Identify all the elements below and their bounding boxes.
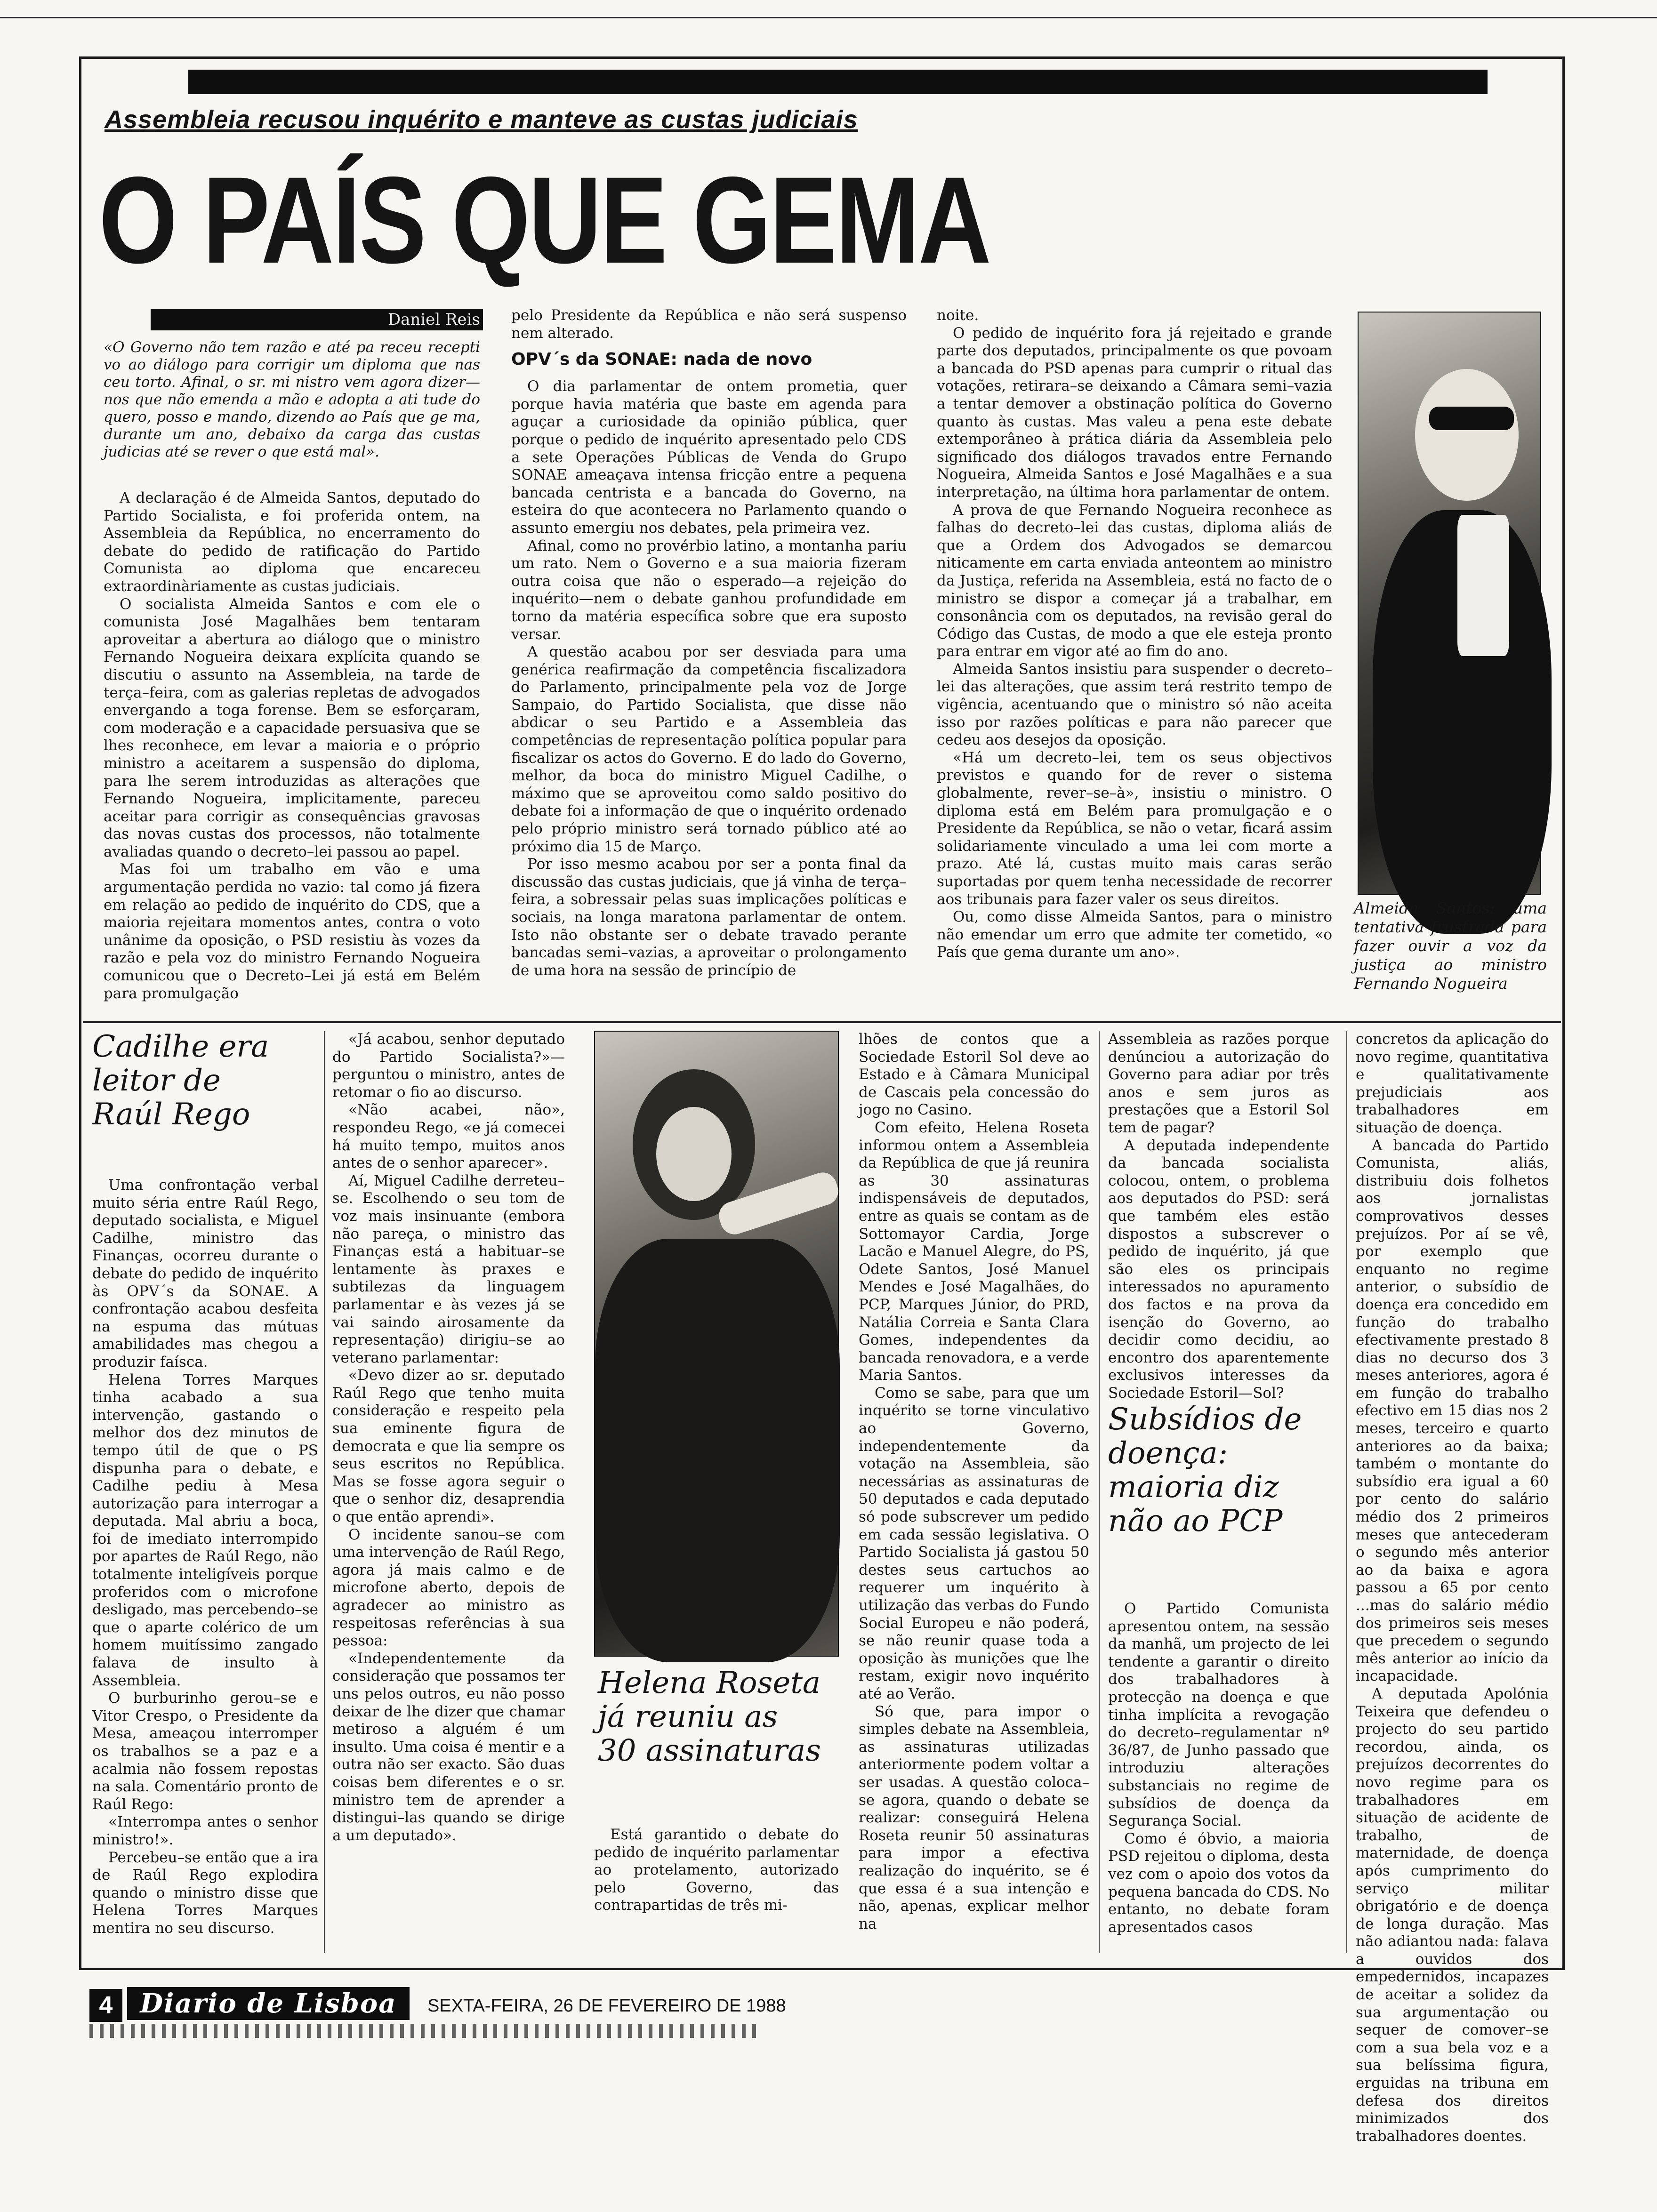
page-number: 4 <box>89 1989 122 2022</box>
paragraph: «Não acabei, não», respondeu Rego, «e já comecei há muito tempo, muitos anos antes de o senhor aparecer». <box>332 1101 565 1172</box>
paragraph: A questão acabou por ser desviada para uma genérica reafirmação da competência fiscalizadora do Parlamento, principalmente pela voz de Jorge Sampaio, do Partido Socialista, que disse não abdicar o seu Partido e a Assembleia das competências de representação política popular para fiscalizar os actos do Governo. E do lado do Governo, melhor, da boca do ministro Miguel Cadilhe, o máximo que se aproveitou como saldo positivo do debate foi a informação de que o inquérito ordenado pelo próprio ministro será tornado público até ao próximo dia 15 de Março. <box>511 643 907 855</box>
paragraph: Mas foi um trabalho em vão e uma argumentação perdida no vazio: tal como já fizera em relação ao pedido de inquérito do CDS, que a maioria rejeitara momentos antes, contra o voto unânime da oposição, o PSD resistiu às vozes da razão e pela voz do ministro Fernando Nogueira comunicou que o Decreto–Lei já está em Belém para promulgação <box>104 861 480 1002</box>
footer-dot-pattern <box>89 2024 758 2038</box>
roseta-column-2 <box>859 1031 1089 1953</box>
subsidios-column-1 <box>1108 1600 1329 1953</box>
paragraph: Por isso mesmo acabou por ser a ponta final da discussão das custas judiciais, que já vinha de terça–feira, a sobressair pelas suas implicações políticas e sociais, na longa maratona parlamentar de ontem. Isto não obstante ser o debate travado perante bancadas semi–vazias, a aproveitar o prolongamento de uma hora na sessão de princípio de <box>511 856 907 979</box>
photo-face <box>1415 369 1519 501</box>
photo-face <box>656 1107 732 1201</box>
paragraph: Helena Torres Marques tinha acabado a sua intervenção, gastando o melhor dos dez minutos de tempo útil de que o PS dispunha para o debate, e Cadilhe pediu à Mesa autorização para interrogar a deputada. Mal abriu a boca, foi de imediato interrompido por apartes de Raúl Rego, não totalmente inteligíveis porque proferidos com o microfone desligado, mas percebendo–se que o aparte colérico de um homem muitíssimo zangado falava de insulto à Assembleia. <box>92 1371 318 1689</box>
photo-shirt <box>1457 515 1509 656</box>
paragraph: Com efeito, Helena Roseta informou ontem a Assembleia da República de que já reunira as 30 assinaturas indispensáveis de deputados, entre as quais se contam as de Sottomayor Cardia, Jorge Lacão e Manuel Alegre, do PS, Odete Santos, José Manuel Mendes e José Magalhães, do PCP, Marques Júnior, do PRD, Natália Correia e Santa Clara Gomes, independentes da bancada renovadora, e a verde Maria Santos. <box>859 1119 1089 1384</box>
roseta-column-3 <box>1108 1031 1329 1402</box>
paragraph: Percebeu–se então que a ira de Raúl Rego explodira quando o ministro disse que Helena Torres Marques mentira no seu discurso. <box>92 1849 318 1937</box>
column-rule <box>1346 1031 1347 1953</box>
subsidios-title: Subsídios de doença: maioria diz não ao PCP <box>1108 1402 1302 1539</box>
photo-caption: Almeida Santos: uma tentativa frustrada para fazer ouvir a voz da justiça ao ministro Fernando Nogueira <box>1354 899 1547 993</box>
cadilhe-title: Cadilhe era leitor de Raúl Rego <box>92 1029 269 1132</box>
byline: Daniel Reis <box>387 310 480 329</box>
paragraph: Ou, como disse Almeida Santos, para o ministro não emendar um erro que admite ter cometido, «o País que gema durante um ano». <box>937 908 1332 961</box>
paragraph: «Já acabou, senhor deputado do Partido Socialista?»—perguntou o ministro, antes de retomar o fio ao discurso. <box>332 1031 565 1101</box>
section-rule <box>83 1021 1561 1023</box>
roseta-column-1 <box>594 1826 839 1953</box>
paragraph: A deputada Apolónia Teixeira que defendeu o projecto do seu partido recordou, ainda, os prejuízos decorrentes do novo regime para os trabalhadores em situação de acidente de trabalho, de maternidade, de doença após cumprimento do serviço militar obrigatório e de doença de longa duração. Mas não adiantou nada: falava a ouvidos dos empedernidos, incapazes de aceitar a solidez da sua argumentação ou sequer de comover–se com a sua bela voz e a sua belíssima figura, erguidas na tribuna em defesa dos direitos minimizados dos trabalhadores doentes. <box>1356 1685 1549 2145</box>
main-column-3 <box>937 307 1332 994</box>
paragraph: noite. <box>937 307 979 324</box>
issue-date: SEXTA-FEIRA, 26 DE FEVEREIRO DE 1988 <box>427 1996 786 2016</box>
paragraph: pelo Presidente da República e não será suspenso nem alterado. <box>511 307 907 342</box>
paragraph: O incidente sanou–se com uma intervenção de Raúl Rego, agora já mais calmo e de microfone aberto, depois de agradecer ao ministro as respeitosas referências à sua pessoa: <box>332 1526 565 1650</box>
masthead-logo: Diario de Lisboa <box>127 1987 410 2020</box>
paragraph: «Interrompa antes o senhor ministro!». <box>92 1813 318 1848</box>
paragraph: Está garantido o debate do pedido de inquérito parlamentar ao protelamento, autorizado pelo Governo, das contrapartidas de três mi- <box>594 1826 839 1914</box>
paragraph: Almeida Santos insistiu para suspender o decreto–lei das alterações, que assim terá restrito tempo de vigência, acentuando que o ministro só não aceita isso por razões políticas e para não parecer que cedeu aos desejos da oposição. <box>937 660 1332 749</box>
paragraph: A prova de que Fernando Nogueira reconhece as falhas do decreto–lei das custas, diploma aliás de que a Ordem dos Advogados se demarcou niticamente em carta enviada anteontem ao ministro da Justiça, referida na Assembleia, está no facto de o ministro se dispor a começar já a trabalhar, em consonância com os deputados, na revisão geral do Código das Custas, de modo a que ele esteja pronto para entrar em vigor até ao fim do ano. <box>937 501 1332 660</box>
paragraph: Uma confrontação verbal muito séria entre Raúl Rego, deputado socialista, e Miguel Cadilhe, ministro das Finanças, ocorreu durante o debate do pedido de inquérito às OPV´s da SONAE. A confrontação acabou desfeita na espuma das mútuas amabilidades mas chegou a produzir faísca. <box>92 1177 318 1370</box>
subhead-opv-sonae: OPV´s da SONAE: nada de novo <box>511 350 812 369</box>
paragraph: O dia parlamentar de ontem prometia, quer porque havia matéria que baste em agenda para aguçar a curiosidade da opinião pública, quer porque o pedido de inquérito apresentado pelo CDS a sete Operações Públicas de Venda do Grupo SONAE ameaçava intensa fricção entre a pequena bancada centrista e a bancada do Governo, na esteira do que acontecera no Parlamento quando o assunto emergiu nos debates, pela primeira vez. <box>511 378 907 537</box>
column-rule <box>324 1031 325 1953</box>
roseta-title: Helena Roseta já reuniu as 30 assinaturas <box>598 1666 821 1768</box>
photo-glasses <box>1429 407 1514 430</box>
paragraph: «Devo dizer ao sr. deputado Raúl Rego que tenho muita consideração e respeito pela sua eminente figura de democrata e que lia sempre os seus escritos no República. Mas se fosse agora seguir o que o senhor diz, desaprendia o que então aprendi». <box>332 1367 565 1526</box>
paragraph: Afinal, como no provérbio latino, a montanha pariu um rato. Nem o Governo e a sua maioria fizeram outra coisa que não o esperado—a rejeição do inquérito—nem o debate ganhou profundidade em torno da matéria específica sobre que era suposto versar. <box>511 537 907 643</box>
paragraph: Como é óbvio, a maioria PSD rejeitou o diploma, desta vez com o apoio dos votos da pequena bancada do CDS. No entanto, no debate foram apresentados casos <box>1108 1830 1329 1936</box>
paragraph: A deputada independente da bancada socialista colocou, ontem, o problema aos deputados do PSD: será que também eles estão dispostos a subscrever o pedido de inquérito, já que são eles os principais interessados no apuramento dos factos e na prova da isenção do Governo, ao decidir como decidiu, ao encontro dos aparentemente exclusivos interesses da Sociedade Estoril—Sol? <box>1108 1137 1329 1402</box>
main-column-2 <box>511 307 907 979</box>
paragraph: O burburinho gerou–se e Vitor Crespo, o Presidente da Mesa, ameaçou interromper os trabalhos se a paz e a acalmia não fossem repostas na sala. Comentário pronto de Raúl Rego: <box>92 1690 318 1813</box>
paragraph: O pedido de inquérito fora já rejeitado e grande parte dos deputados, principalmente os que povoam a bancada do PSD apenas para cumprir o ritual das votações, retirara–se deixando a Câmara semi–vazia a tentar demover a obstinação política do Governo quanto às custas. Mas valeu a pena este debate extemporâneo à prática diária da Assembleia pelo significado dos diálogos travados entre Fernando Nogueira, Almeida Santos e José Magalhães e a sua interpretação, na última hora parlamentar de ontem. <box>937 324 1332 501</box>
intro-quote: «O Governo não tem razão e até pa receu recepti vo ao diálogo para corrigir um diploma que nas ceu torto. Afinal, o sr. mi nistro vem agora dizer—nos que não emenda a mão e adopta a ati tude do quero, posso e mando, dizendo ao País que ge ma, durante um ano, debaixo da carga das custas judicias até se rever o que está mal». <box>104 339 480 460</box>
paragraph: A declaração é de Almeida Santos, deputado do Partido Socialista, e foi proferida ontem, na Assembleia da República, no encerramento do debate do pedido de ratificação do Partido Comunista ao diploma que encareceu extraordinàriamente as custas judiciais. <box>104 489 480 595</box>
top-scan-line <box>0 17 1657 18</box>
column-rule <box>1099 1031 1100 1953</box>
photo-almeida-santos <box>1358 312 1541 895</box>
cadilhe-column-2 <box>332 1031 565 1953</box>
paragraph: «Independentemente da consideração que possamos ter uns pelos outros, eu não posso deixar de lhe dizer que chamar metiroso a alguém é um insulto. Uma coisa é mentir e a outra não ser exacto. São duas coisas bem diferentes e o sr. ministro tem de aprender a distingui–las quando se dirige a um deputado». <box>332 1650 565 1844</box>
paragraph: O Partido Comunista apresentou ontem, na sessão da manhã, um projecto de lei tendente a garantir o direito dos trabalhadores à protecção na doença e que tinha implícita a revogação do decreto–regulamentar nº 36/87, de Junho passado que introduziu alterações substanciais no regime de subsídios de doença da Segurança Social. <box>1108 1600 1329 1830</box>
paragraph: lhões de contos que a Sociedade Estoril Sol deve ao Estado e à Câmara Municipal de Cascais pela concessão do jogo no Casino. <box>859 1031 1089 1119</box>
cadilhe-column-1 <box>92 1177 318 1948</box>
headline: O PAÍS QUE GEMA <box>99 151 990 289</box>
photo-body <box>595 1239 840 1662</box>
main-column-1 <box>104 489 480 1002</box>
paragraph: A bancada do Partido Comunista, aliás, distribuiu dois folhetos aos jornalistas comprovativos desses prejuízos. Por aí se vê, por exemplo que enquanto no regime anterior, o subsídio de doença era concedido em função do trabalho efectivamente prestado 8 dias no decurso dos 3 meses anteriores, agora é em função do trabalho efectivo em 15 dias nos 2 meses, terceiro e quarto anteriores ao da baixa; também o montante do subsídio era igual a 60 por cento do salário médio dos 2 primeiros meses que antecederam o segundo mês anterior ao da baixa e agora passou a 65 por cento ...mas do salário médio dos primeiros seis meses que precedem o segundo mês anterior ao início da incapacidade. <box>1356 1137 1549 1685</box>
photo-helena-roseta <box>594 1031 839 1657</box>
paragraph: «Há um decreto–lei, tem os seus objectivos previstos e quando for de rever o sistema globalmente, rever–se–à», insistiu o ministro. O diploma está em Belém para promulgação e o Presidente da República, se não o vetar, ficará assim solidariamente vinculado a uma lei com morte a prazo. Até lá, custas muito mais caras serão suportadas por quem tenha necessidade de recorrer aos tribunais para fazer valer os seus direitos. <box>937 749 1332 908</box>
paragraph: Só que, para impor o simples debate na Assembleia, as assinaturas utilizadas anteriormente podem voltar a ser usadas. A questão coloca–se agora, quando o debate se realizar: conseguirá Helena Roseta reunir 50 assinaturas para impor a efectiva realização do inquérito, se é que essa é a sua intenção e não, apenas, explicar melhor na <box>859 1703 1089 1932</box>
paragraph: Como se sabe, para que um inquérito se torne vinculativo ao Governo, independentemente da votação na Assembleia, são necessárias as assinaturas de 50 deputados e cada deputado só pode subscrever um pedido em cada sessão legislativa. O Partido Socialista já gastou 50 destes seus cartuchos ao requerer um inquérito à utilização das verbas do Fundo Social Europeu e não poderá, se não reunir quase toda a oposição às munições que lhe restam, exigir novo inquérito até ao Verão. <box>859 1384 1089 1702</box>
paragraph: O socialista Almeida Santos e com ele o comunista José Magalhães bem tentaram aproveitar a abertura ao diálogo que o ministro Fernando Nogueira deixara explícita quando se discutiu o assunto na Assembleia, na tarde de terça–feira, com as galerias repletas de advogados envergando a toga forense. Bem se esforçaram, com moderação e a capacidade persuasiva que se lhes reconhece, em levar a maioria e o próprio ministro a aceitarem a suspensão do diploma, para lhe serem introduzidas as alterações que Fernando Nogueira, implicitamente, pareceu aceitar para corrigir as consequências gravosas das novas custas dos processos, não totalmente avaliadas quando o decreto–lei passou ao papel. <box>104 595 480 860</box>
top-black-bar <box>188 70 1488 94</box>
kicker: Assembleia recusou inquérito e manteve as custas judiciais <box>105 105 858 134</box>
paragraph: Assembleia as razões porque denúnciou a autorização do Governo para adiar por três anos e sem juros as prestações que a Estoril Sol tem de pagar? <box>1108 1031 1329 1136</box>
subsidios-column-2 <box>1356 1031 1549 2145</box>
paragraph: concretos da aplicação do novo regime, quantitativa e qualitativamente prejudiciais aos trabalhadores em situação de doença. <box>1356 1031 1549 1136</box>
paragraph: Aí, Miguel Cadilhe derreteu–se. Escolhendo o seu tom de voz mais insinuante (embora não pareça, o ministro das Finanças está a habituar–se lentamente às praxes e subtilezas da linguagem parlamentar e às vezes já se vai saindo airosamente da representação) dirigiu–se ao veterano parlamentar: <box>332 1172 565 1366</box>
